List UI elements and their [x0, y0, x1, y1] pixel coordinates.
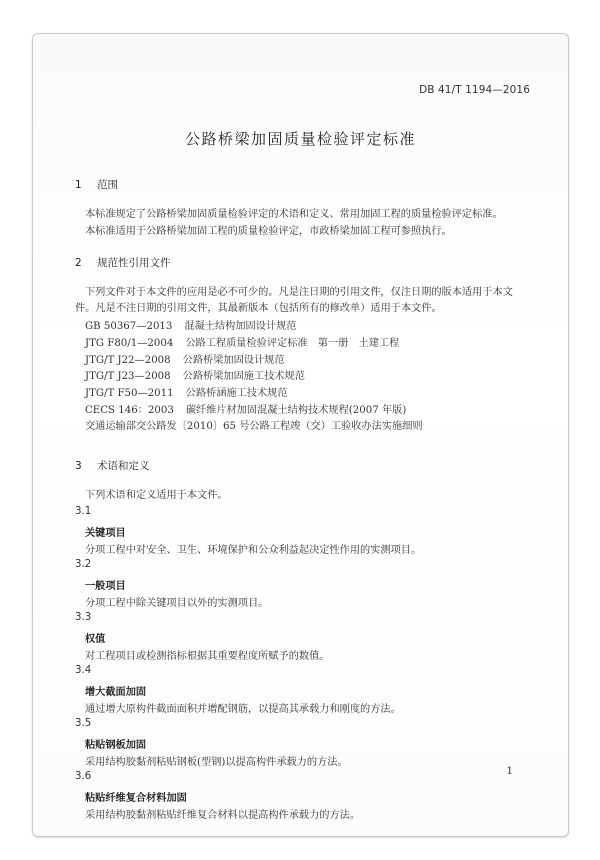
clause-number: 3.3 [75, 612, 92, 623]
references-intro-line-1: 下列文件对于本文件的应用是必不可少的。凡是注日期的引用文件，仅注日期的版本适用于本文 [85, 287, 513, 298]
reference-code: CECS 146：2003 [85, 405, 174, 416]
section-title: 范围 [97, 179, 118, 191]
references-intro-line-2: 件。凡是不注日期的引用文件，其最新版本（包括所有的修改单）适用于本文件。 [75, 303, 442, 314]
section-title: 术语和定义 [97, 460, 150, 472]
reference-title: 公路桥梁加固施工技术规范 [182, 371, 305, 382]
reference-item [85, 417, 423, 432]
reference-title: 公路桥涵施工技术规范 [185, 388, 288, 399]
reference-item [85, 351, 285, 366]
reference-item [85, 317, 296, 332]
reference-title: 碳纤维片材加固混凝土结构技术规程(2007 年版) [185, 405, 407, 416]
term-definition: 采用结构胶黏剂粘贴纤维复合材料以提高构件承载力的方法。 [85, 810, 361, 821]
term-definition: 分项工程中对安全、卫生、环境保护和公众利益起决定性作用的实测项目。 [85, 545, 422, 556]
section-3-heading [75, 458, 150, 473]
clause-number: 3.5 [75, 718, 92, 729]
section-number: 1 [75, 179, 82, 191]
terms-intro: 下列术语和定义适用于本文件。 [85, 490, 228, 501]
clause-number: 3.2 [75, 559, 92, 570]
term-name: 增大截面加固 [85, 687, 147, 698]
term-definition: 采用结构胶黏剂粘贴钢板(型钢)以提高构件承载力的方法。 [85, 757, 348, 768]
term-definition: 通过增大原构件截面面积并增配钢筋，以提高其承载力和刚度的方法。 [85, 704, 401, 715]
reference-title: 交通运输部交公路发〔2010〕65 号公路工程竣（交）工验收办法实施细则 [85, 421, 423, 432]
reference-code: JTG F80/1—2004 [85, 338, 174, 349]
term-name: 粘贴纤维复合材料加固 [85, 793, 187, 804]
reference-code: JTG/T J22—2008 [85, 355, 171, 366]
term-definition: 对工程项目或检测指标根据其重要程度所赋予的数值。 [85, 651, 330, 662]
scope-paragraph-1: 本标准规定了公路桥梁加固质量检验评定的术语和定义、常用加固工程的质量检验评定标准。 [85, 209, 503, 220]
reference-item [85, 367, 305, 382]
section-1-heading [75, 177, 118, 192]
page-number: 1 [506, 765, 513, 777]
section-number: 2 [75, 257, 82, 269]
reference-title: 混凝土结构加固设计规范 [184, 321, 297, 332]
reference-code: JTG/T J23—2008 [85, 371, 171, 382]
document-page [32, 33, 569, 837]
term-name: 关键项目 [85, 528, 126, 539]
scope-paragraph-2: 本标准适用于公路桥梁加固工程的质量检验评定，市政桥梁加固工程可参照执行。 [85, 226, 452, 237]
reference-item [85, 401, 406, 416]
reference-code: JTG/T F50—2011 [85, 388, 174, 399]
term-name: 一般项目 [85, 581, 126, 592]
term-name: 粘贴钢板加固 [85, 740, 147, 751]
clause-number: 3.1 [75, 506, 92, 517]
reference-title: 公路桥梁加固设计规范 [182, 355, 285, 366]
section-title: 规范性引用文件 [97, 257, 171, 269]
section-number: 3 [75, 460, 82, 472]
standard-code: DB 41/T 1194—2016 [419, 84, 530, 96]
term-definition: 分项工程中除关键项目以外的实测项目。 [85, 598, 269, 609]
term-name: 权值 [85, 634, 106, 645]
reference-code: GB 50367—2013 [85, 321, 173, 332]
reference-title: 公路工程质量检验评定标准 第一册 土建工程 [185, 338, 400, 349]
section-2-heading [75, 255, 171, 270]
document-title: 公路桥梁加固质量检验评定标准 [184, 130, 416, 148]
clause-number: 3.4 [75, 665, 92, 676]
reference-item [85, 384, 288, 399]
clause-number: 3.6 [75, 771, 92, 782]
reference-item [85, 334, 399, 349]
